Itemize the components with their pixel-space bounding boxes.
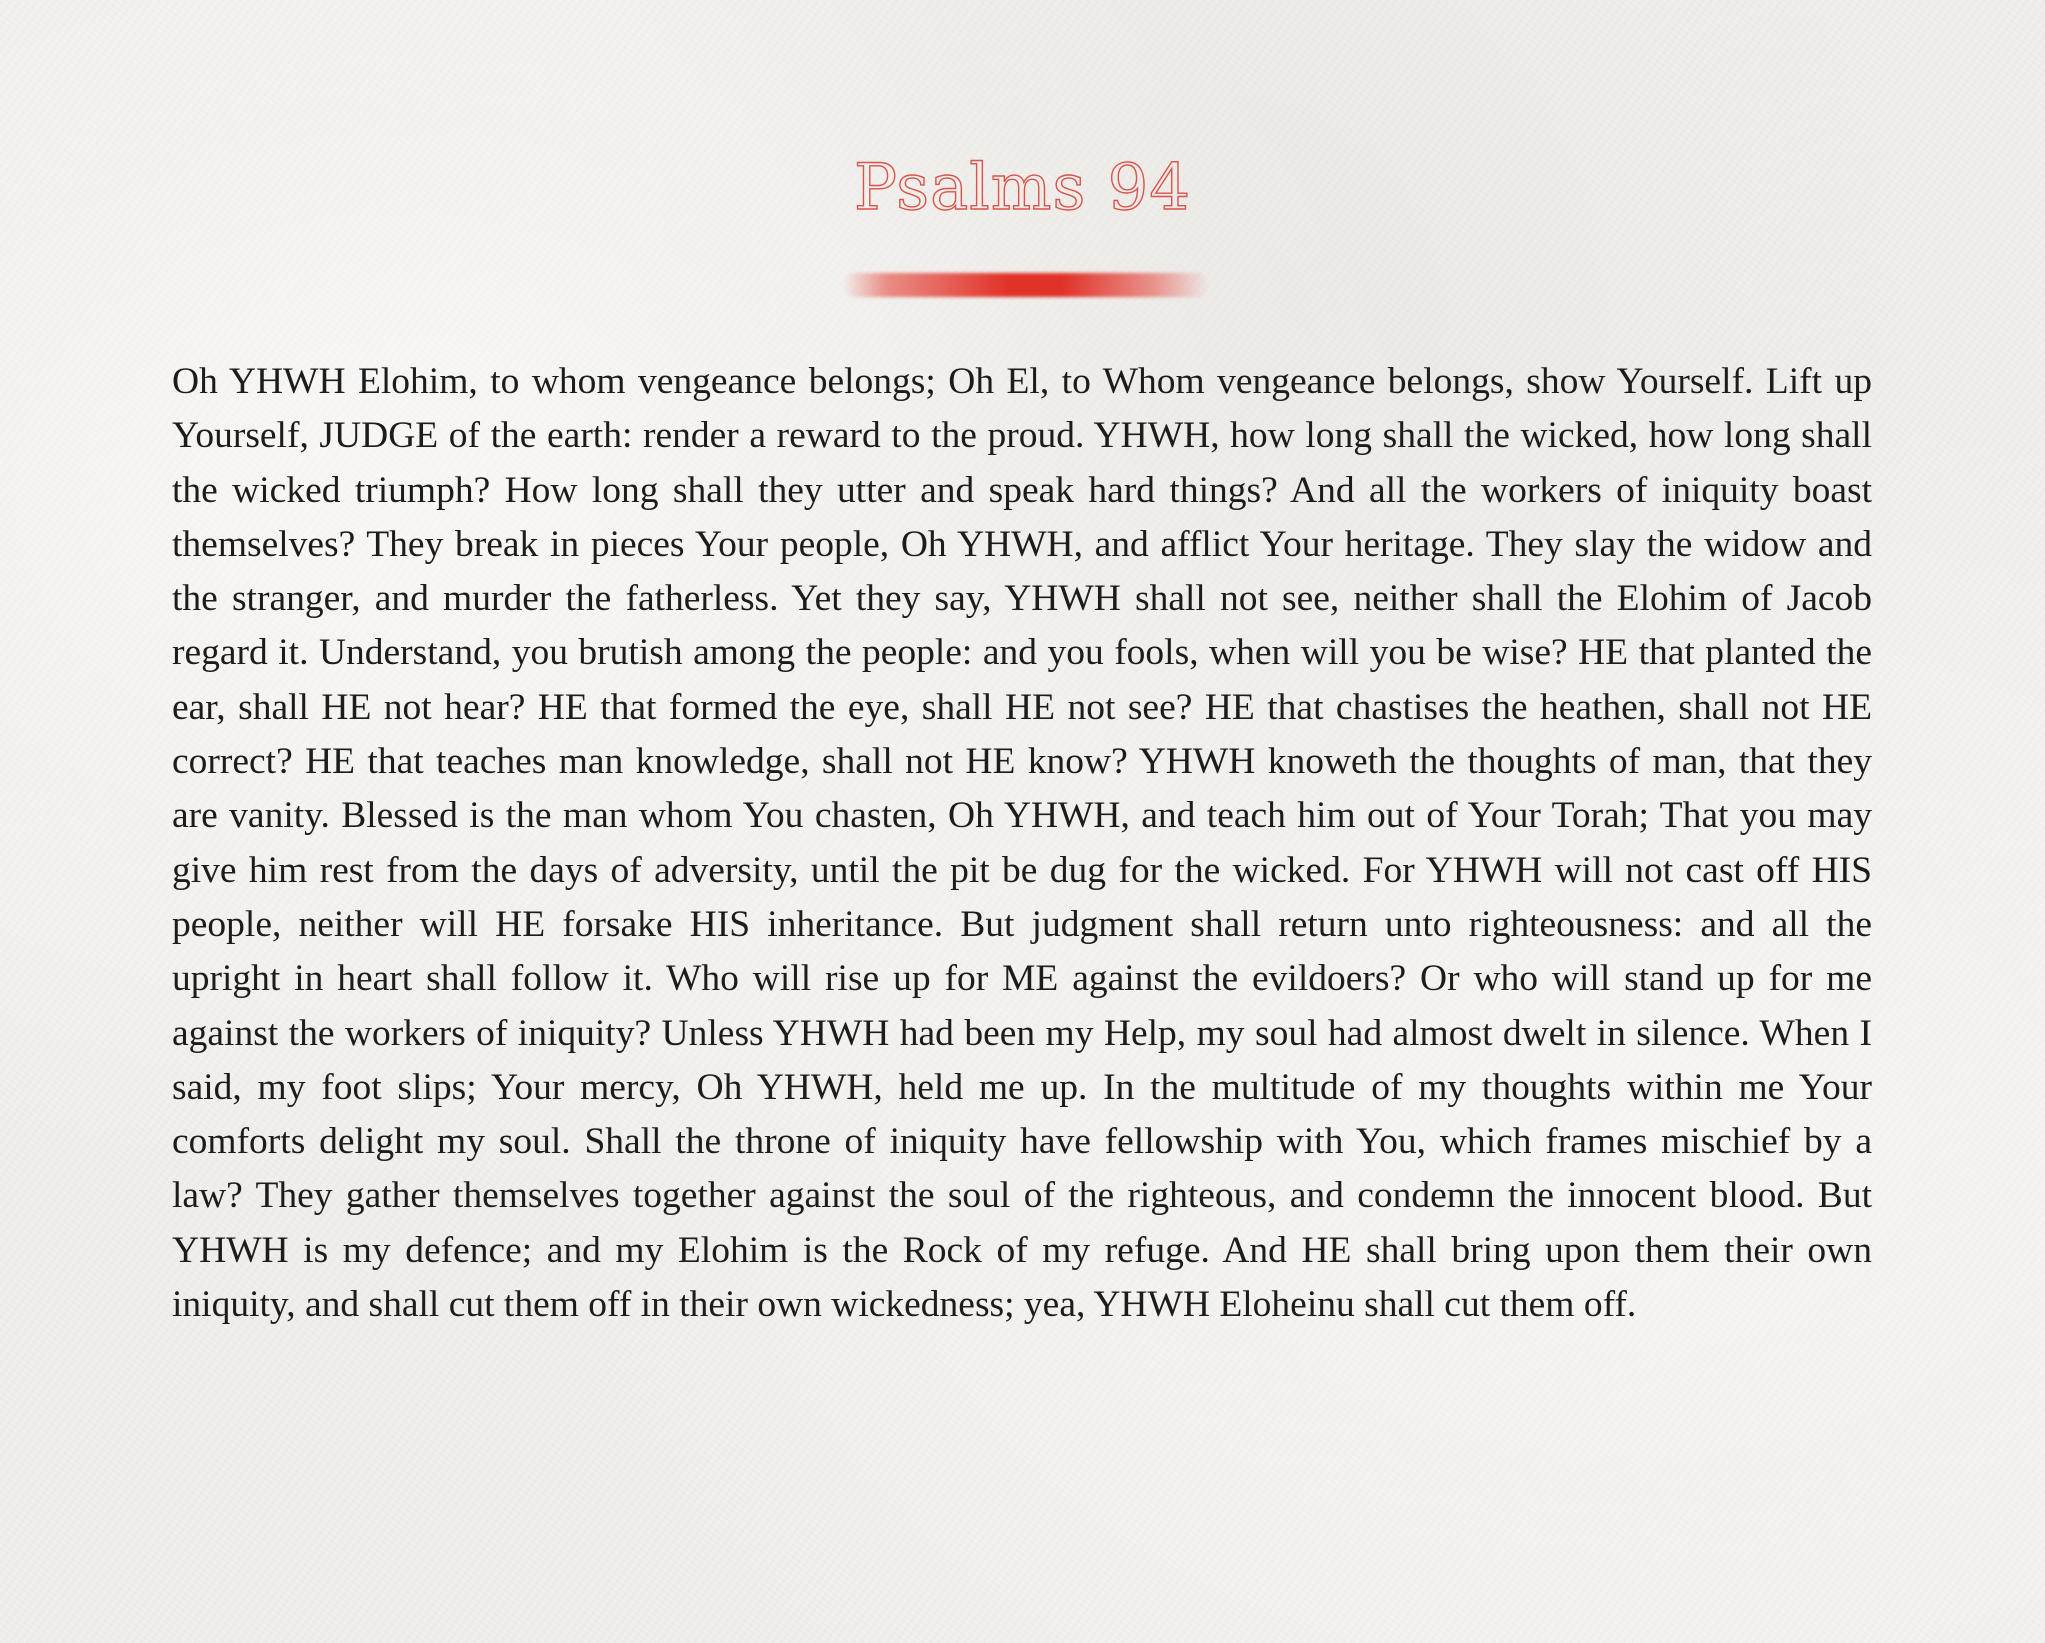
- title-divider: [843, 273, 1209, 297]
- psalm-text: Oh YHWH Elohim, to whom vengeance belongs; Oh El, to Whom vengeance belongs, show Yourself. Lift up Yourself, JUDGE of the earth: render a reward to the proud. YHWH, how long shall the wicked, how long shall the wicked triumph? How long shall they utter and speak hard things? And all the workers of iniquity boast themselves? They break in pieces Your people, Oh YHWH, and afflict Your heritage. They slay the widow and the stranger, and murder the fatherless. Yet they say, YHWH shall not see, neither shall the Elohim of Jacob regard it. Understand, you brutish among the people: and you fools, when will you be wise? HE that planted the ear, shall HE not hear? HE that formed the eye, shall HE not see? HE that chastises the heathen, shall not HE correct? HE that teaches man knowledge, shall not HE know? YHWH knoweth the thoughts of man, that they are vanity. Blessed is the man whom You chasten, Oh YHWH, and teach him out of Your Torah; That you may give him rest from the days of adversity, until the pit be dug for the wicked. For YHWH will not cast off HIS people, neither will HE forsake HIS inheritance. But judgment shall return unto righteousness: and all the upright in heart shall follow it. Who will rise up for ME against the evildoers? Or who will stand up for me against the workers of iniquity? Unless YHWH had been my Help, my soul had almost dwelt in silence. When I said, my foot slips; Your mercy, Oh YHWH, held me up. In the multitude of my thoughts within me Your comforts delight my soul. Shall the throne of iniquity have fellowship with You, which frames mischief by a law? They gather themselves together against the soul of the righteous, and condemn the innocent blood. But YHWH is my defence; and my Elohim is the Rock of my refuge. And HE shall bring upon them their own iniquity, and shall cut them off in their own wickedness; yea, YHWH Eloheinu shall cut them off.: [172, 361, 1872, 1326]
- page-title: Psalms 94: [853, 151, 1192, 225]
